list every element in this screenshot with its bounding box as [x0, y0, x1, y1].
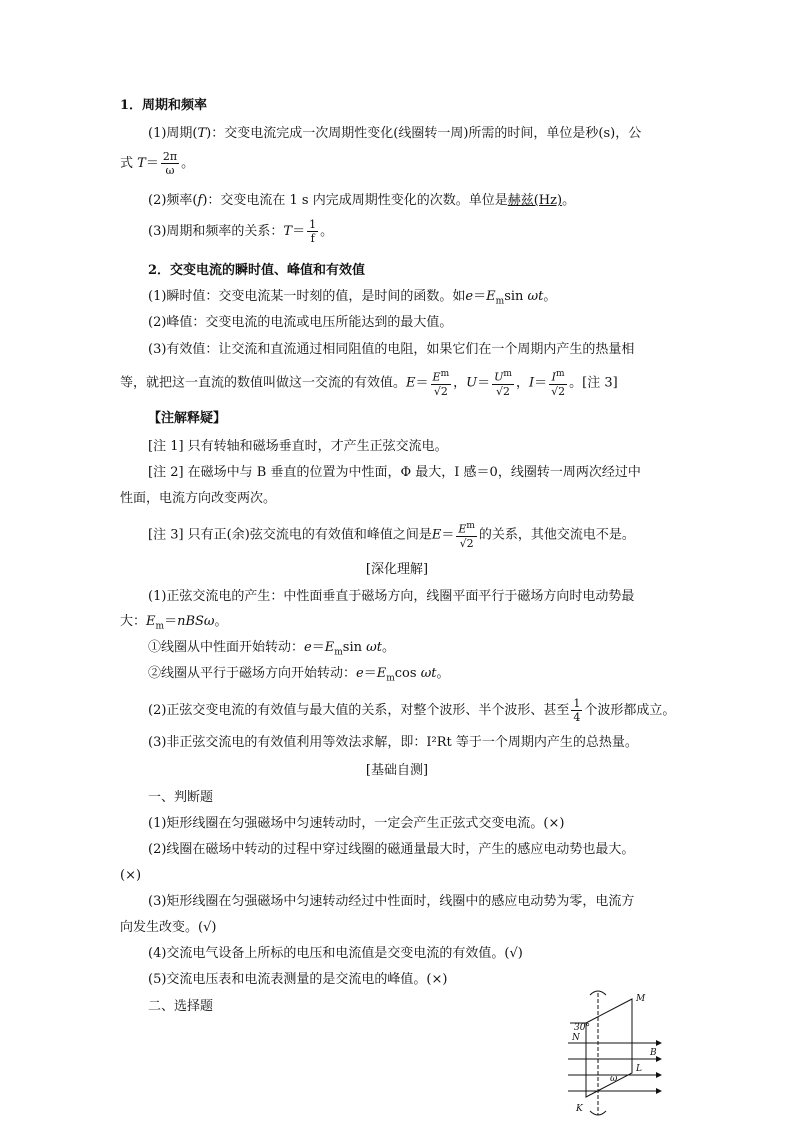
- effective-value-line2: 等，就把这一直流的数值叫做这一交流的有效值。E＝ $\frac{E^m}{√2}$ ，U＝ $\frac{U^m}{√2}$ ，I＝ $\frac{I^m}{√2}$ 。[注 3]: [120, 369, 618, 398]
- judgement-1: (1)矩形线圈在匀强磁场中匀速转动时，一定会产生正弦式交变电流。(×): [148, 816, 565, 831]
- field-arrowhead-1: [656, 1040, 662, 1046]
- text: (3)周期和频率的关系：: [148, 224, 284, 239]
- text: ②线圈从平行于磁场方向开始转动：: [148, 666, 357, 681]
- text: 个波形都成立。: [584, 703, 676, 718]
- numerator: $U^m$: [494, 369, 512, 384]
- text: )：交变电流完成一次周期性变化(线圈转一周)所需的时间，单位是秒(s)，公: [206, 126, 642, 141]
- numerator: 2π: [162, 150, 178, 163]
- label-L: L: [636, 1064, 642, 1074]
- text: 等，就把这一直流的数值叫做这一交流的有效值。: [120, 375, 407, 391]
- deep-1-line2: 大：$E_m=nBS\omega$。: [120, 614, 228, 632]
- judgement-2-line2: (×): [120, 868, 142, 883]
- period-formula: 式 T＝ $\frac{2\pi}{\omega}$ 。: [120, 150, 195, 177]
- label-B: B: [650, 1048, 657, 1058]
- period-frequency-relation: (3)周期和频率的关系：T＝ $\frac{1}{f}$ 。: [148, 218, 334, 245]
- hz-unit: 赫兹(Hz): [507, 193, 563, 208]
- text: 的关系，其他交流电不是。: [478, 527, 635, 543]
- rotating-coil-figure: [560, 985, 670, 1120]
- text: )：交变电流在 1 s 内完成周期性变化的次数。单位是: [202, 193, 508, 208]
- instantaneous-value: (1)瞬时值：交变电流某一时刻的值，是时间的函数。如$e=E_m\sin$ ωt。: [148, 289, 557, 307]
- judgement-5: (5)交流电压表和电流表测量的是交流电的峰值。(×): [148, 972, 448, 987]
- fraction-1-f: [307, 218, 318, 245]
- text: 式: [120, 156, 134, 171]
- basic-test-title: [基础自测]: [365, 763, 429, 778]
- fraction-E: [456, 520, 477, 550]
- note-2-line1: [注 2] 在磁场中与 B 垂直的位置为中性面，Φ 最大，I 感＝0，线圈转一周两次经过中: [148, 465, 641, 480]
- deep-3: (3)非正弦交流电的有效值利用等效法求解，即：I²Rt 等于一个周期内产生的总热量。: [148, 735, 638, 750]
- label-N: N: [572, 1033, 580, 1043]
- text: (2)频率(: [148, 193, 198, 208]
- text: (2)正弦交变电流的有效值与最大值的关系，对整个波形、半个波形、甚至: [148, 703, 570, 718]
- judgement-3-line2: 向发生改变。(√): [120, 920, 217, 935]
- peak-value: (2)峰值：交变电流的电流或电压所能达到的最大值。: [148, 315, 453, 330]
- numerator: $I^m$: [549, 368, 567, 385]
- text: ①线圈从中性面开始转动：: [148, 640, 305, 655]
- note-3: [注 3] 只有正(余)弦交流电的有效值和峰值之间是E＝ $\frac{E^m}{√2}$ 的关系，其他交流电不是。: [148, 521, 635, 550]
- judgement-3-line1: (3)矩形线圈在匀强磁场中匀速转动经过中性面时，线圈中的感应电动势为零，电流方: [148, 894, 635, 909]
- numerator: $E^m$: [432, 369, 450, 384]
- label-omega: ω: [610, 1074, 618, 1084]
- label-M: M: [636, 994, 646, 1004]
- fraction-U: [492, 368, 514, 398]
- period-definition: (1)周期(T)：交变电流完成一次周期性变化(线圈转一周)所需的时间，单位是秒(s)，公: [148, 126, 642, 141]
- deep-1-line1: (1)正弦交流电的产生：中性面垂直于磁场方向，线圈平面平行于磁场方向时电动势最: [148, 589, 635, 604]
- denominator: ω: [165, 164, 175, 177]
- numerator: $E^m$: [458, 521, 475, 536]
- text: [注 3] 只有正(余)弦交流电的有效值和峰值之间是: [148, 527, 432, 543]
- denominator: √2: [459, 536, 474, 550]
- judgement-4: (4)交流电气设备上所标的电压和电流值是交变电流的有效值。(√): [148, 946, 523, 961]
- judgement-2-line1: (2)线圈在磁场中转动的过程中穿过线圈的磁通量最大时，产生的感应电动势也最大。: [148, 842, 635, 857]
- label-K: K: [576, 1104, 583, 1114]
- note-1: [注 1] 只有转轴和磁场垂直时，才产生正弦交流电。: [148, 439, 448, 454]
- note-2-line2: 性面，电流方向改变两次。: [120, 491, 277, 506]
- numerator: 1: [309, 218, 317, 231]
- denominator: √2: [496, 384, 511, 398]
- text: (1)瞬时值：交变电流某一时刻的值，是时间的函数。如: [148, 289, 466, 304]
- effective-value-line1: (3)有效值：让交流和直流通过相同阻值的电阻，如果它们在一个周期内产生的热量相: [148, 342, 635, 357]
- fraction-I: [549, 368, 567, 398]
- section2-title: 2．交变电流的瞬时值、峰值和有效值: [148, 263, 366, 278]
- denominator: 4: [573, 711, 581, 724]
- field-arrowhead-3: [656, 1072, 662, 1078]
- text: (1)周期(: [148, 126, 198, 141]
- denominator: f: [310, 232, 315, 245]
- field-arrowhead-2: [656, 1056, 662, 1062]
- notes-title: 【注解释疑】: [148, 411, 227, 426]
- fraction-E: [431, 368, 452, 398]
- frequency-definition: (2)频率(f)：交变电流在 1 s 内完成周期性变化的次数。单位是赫兹(Hz)。: [148, 193, 576, 208]
- denominator: √2: [433, 384, 448, 398]
- denominator: √2: [551, 384, 566, 398]
- choice-title: 二、选择题: [148, 999, 214, 1014]
- field-arrowhead-4: [656, 1088, 662, 1094]
- coil-outline: [586, 999, 632, 1097]
- numerator: 1: [573, 697, 581, 710]
- deep-case-1: ①线圈从中性面开始转动：$e=E_m\sin$ ωt。: [148, 640, 395, 658]
- text: 大：: [120, 614, 147, 629]
- section1-title: 1．周期和频率: [120, 98, 208, 113]
- deep-case-2: ②线圈从平行于磁场方向开始转动：$e=E_m\cos$ ωt。: [148, 666, 450, 684]
- fraction-1-4: [571, 697, 582, 724]
- deep-2: [148, 697, 675, 724]
- deep-understanding-title: [深化理解]: [365, 562, 429, 577]
- label-angle: 30°: [574, 1023, 590, 1033]
- note-ref: [注 3]: [582, 375, 618, 391]
- fraction-2pi-omega: [161, 150, 179, 177]
- judgement-title: 一、判断题: [148, 790, 214, 805]
